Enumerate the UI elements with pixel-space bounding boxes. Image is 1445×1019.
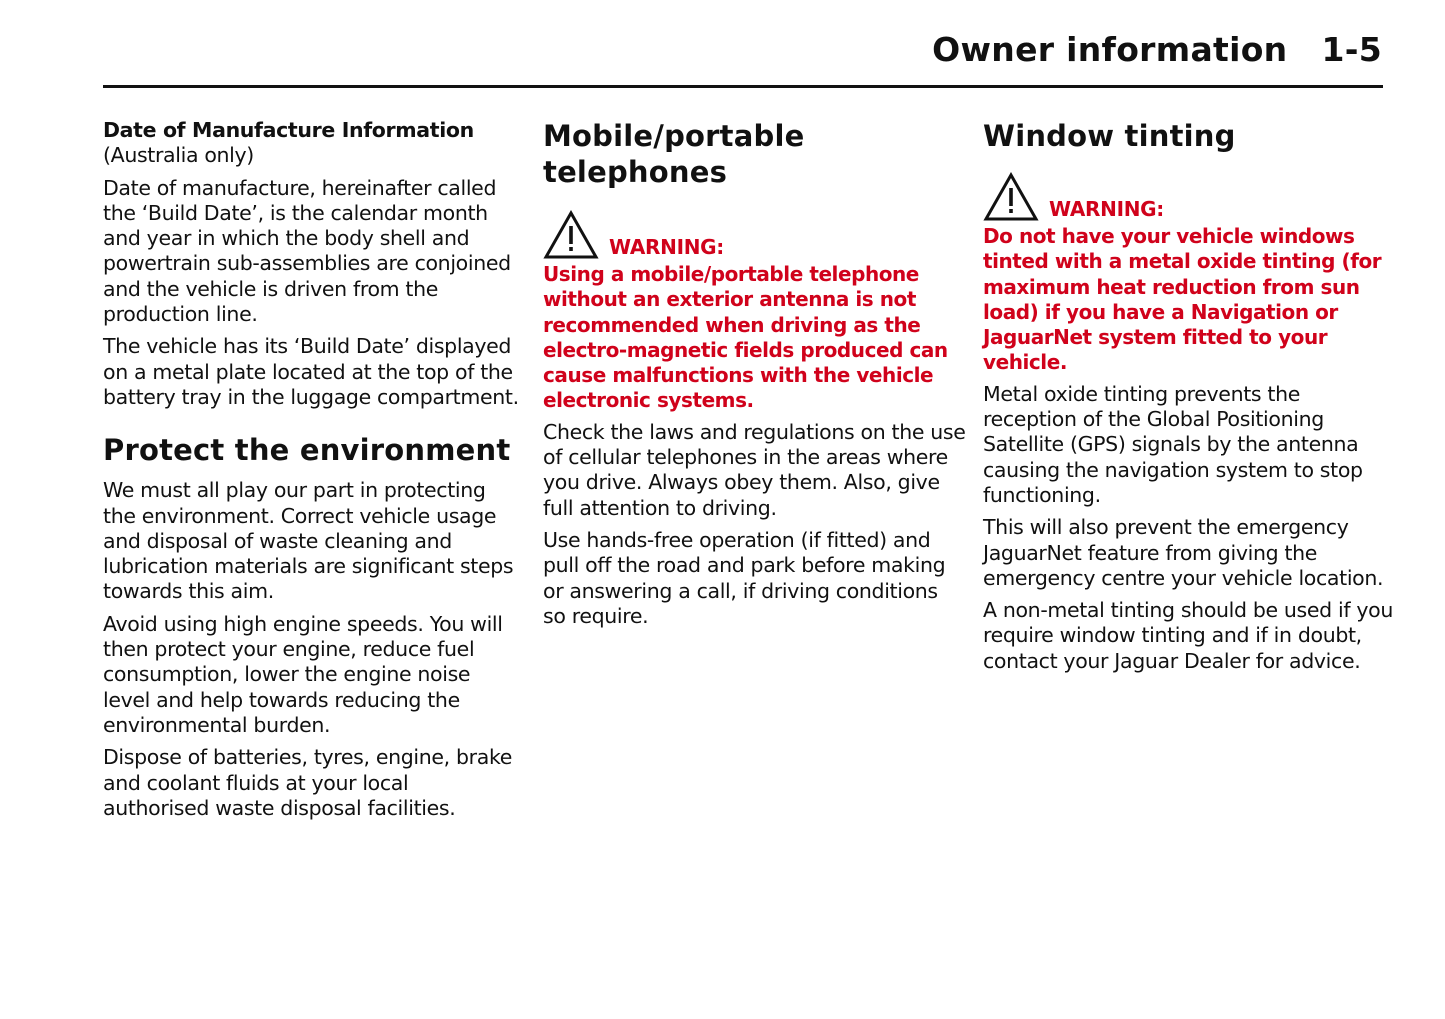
- paragraph: [103, 612, 503, 738]
- warning-header: [983, 172, 1383, 222]
- text-line: the ‘Build Date’, is the calendar month: [103, 200, 488, 225]
- paragraph: [543, 419, 966, 521]
- warning-label: WARNING:: [1049, 197, 1164, 221]
- text-line: consumption, lower the engine noise: [103, 662, 471, 687]
- warning-header: [543, 210, 943, 260]
- text-line: authorised waste disposal facilities.: [103, 795, 456, 820]
- text-line: lubrication materials are significant steps: [103, 554, 514, 579]
- heading-text: Protect the environment: [103, 433, 511, 468]
- warning-line: electronic systems.: [543, 388, 754, 413]
- warning-line: load) if you have a Navigation or: [983, 299, 1338, 324]
- text-line: Satellite (GPS) signals by the antenna: [983, 432, 1359, 457]
- warning-block: [543, 210, 948, 414]
- paragraph: [103, 745, 512, 821]
- text-line: and coolant fluids at your local: [103, 770, 409, 795]
- text-line: or answering a call, if driving conditions: [543, 578, 938, 603]
- text-line: on a metal plate located at the top of the: [103, 359, 513, 384]
- text-line: causing the navigation system to stop: [983, 457, 1363, 482]
- text-line: then protect your engine, reduce fuel: [103, 637, 475, 662]
- date-of-manufacture-heading: Date of Manufacture Information: [103, 118, 474, 142]
- text-line: This will also prevent the emergency: [983, 515, 1349, 540]
- text-line: powertrain sub-assemblies are conjoined: [103, 251, 511, 276]
- warning-line: electro-magnetic fields produced can: [543, 337, 948, 362]
- australia-only-note: [103, 143, 503, 168]
- text-line: and year in which the body shell and: [103, 226, 470, 251]
- paragraph: [983, 382, 1383, 508]
- column-right: [983, 118, 1393, 681]
- text-line: full attention to driving.: [543, 495, 777, 520]
- text-line: and disposal of waste cleaning and: [103, 528, 452, 553]
- warning-line: JaguarNet system fitted to your: [983, 325, 1328, 350]
- warning-line: Using a mobile/portable telephone: [543, 262, 919, 286]
- text-line: you drive. Always obey them. Also, give: [543, 470, 940, 495]
- warning-text: [983, 224, 1383, 376]
- mobile-telephones-heading: [543, 118, 943, 190]
- paragraph: [103, 334, 519, 410]
- column-middle: [543, 118, 966, 636]
- date-of-manufacture-section: [103, 118, 519, 410]
- warning-block: [983, 172, 1383, 376]
- section-title: Owner information: [932, 30, 1288, 69]
- warning-triangle-icon: [983, 172, 1039, 222]
- text-line: towards this aim.: [103, 579, 274, 604]
- subheading-text: (Australia only): [103, 143, 254, 168]
- warning-triangle-icon: [543, 210, 599, 260]
- text-line: emergency centre your vehicle location.: [983, 565, 1384, 590]
- text-line: level and help towards reducing the: [103, 687, 460, 712]
- paragraph: [103, 478, 514, 604]
- text-line: Date of manufacture, hereinafter called: [103, 175, 497, 200]
- text-line: so require.: [543, 603, 649, 628]
- paragraph: [103, 175, 511, 328]
- text-line: production line.: [103, 302, 258, 327]
- header-rule: [103, 85, 1383, 88]
- paragraph: [543, 527, 946, 629]
- column-left: [103, 118, 519, 828]
- text-line: pull off the road and park before making: [543, 553, 946, 578]
- paragraph: [983, 515, 1383, 591]
- heading-line: telephones: [543, 155, 728, 189]
- text-line: Dispose of batteries, tyres, engine, brake: [103, 745, 512, 770]
- protect-environment-section: [103, 432, 514, 821]
- text-line: We must all play our part in protecting: [103, 478, 486, 503]
- text-line: require window tinting and if in doubt,: [983, 623, 1362, 648]
- header-title: [932, 30, 1382, 69]
- heading-line: Mobile/portable: [543, 119, 805, 153]
- text-line: JaguarNet feature from giving the: [983, 540, 1318, 565]
- text-line: contact your Jaguar Dealer for advice.: [983, 648, 1361, 673]
- text-line: environmental burden.: [103, 712, 331, 737]
- page-number: 1-5: [1321, 30, 1382, 69]
- text-line: Metal oxide tinting prevents the: [983, 381, 1300, 406]
- warning-line: Do not have your vehicle windows: [983, 224, 1355, 248]
- text-line: the environment. Correct vehicle usage: [103, 503, 497, 528]
- text-line: battery tray in the luggage compartment.: [103, 384, 519, 409]
- text-line: A non-metal tinting should be used if you: [983, 598, 1393, 623]
- paragraph: [983, 598, 1393, 674]
- warning-label: WARNING:: [609, 235, 724, 259]
- warning-line: without an exterior antenna is not: [543, 287, 916, 312]
- warning-text: [543, 262, 948, 414]
- window-tinting-heading: [983, 118, 1383, 154]
- warning-line: cause malfunctions with the vehicle: [543, 363, 934, 388]
- text-line: The vehicle has its ‘Build Date’ displayed: [103, 334, 512, 359]
- warning-line: recommended when driving as the: [543, 312, 921, 337]
- text-line: of cellular telephones in the areas where: [543, 445, 948, 470]
- text-line: reception of the Global Positioning: [983, 407, 1324, 432]
- text-line: Use hands-free operation (if fitted) and: [543, 527, 931, 552]
- warning-line: vehicle.: [983, 350, 1067, 375]
- warning-line: maximum heat reduction from sun: [983, 274, 1360, 299]
- warning-line: tinted with a metal oxide tinting (for: [983, 249, 1382, 274]
- text-line: functioning.: [983, 482, 1101, 507]
- heading-text: Window tinting: [983, 119, 1236, 153]
- protect-environment-heading: [103, 432, 511, 468]
- text-line: and the vehicle is driven from the: [103, 276, 439, 301]
- text-line: Check the laws and regulations on the use: [543, 419, 966, 444]
- text-line: Avoid using high engine speeds. You will: [103, 611, 503, 636]
